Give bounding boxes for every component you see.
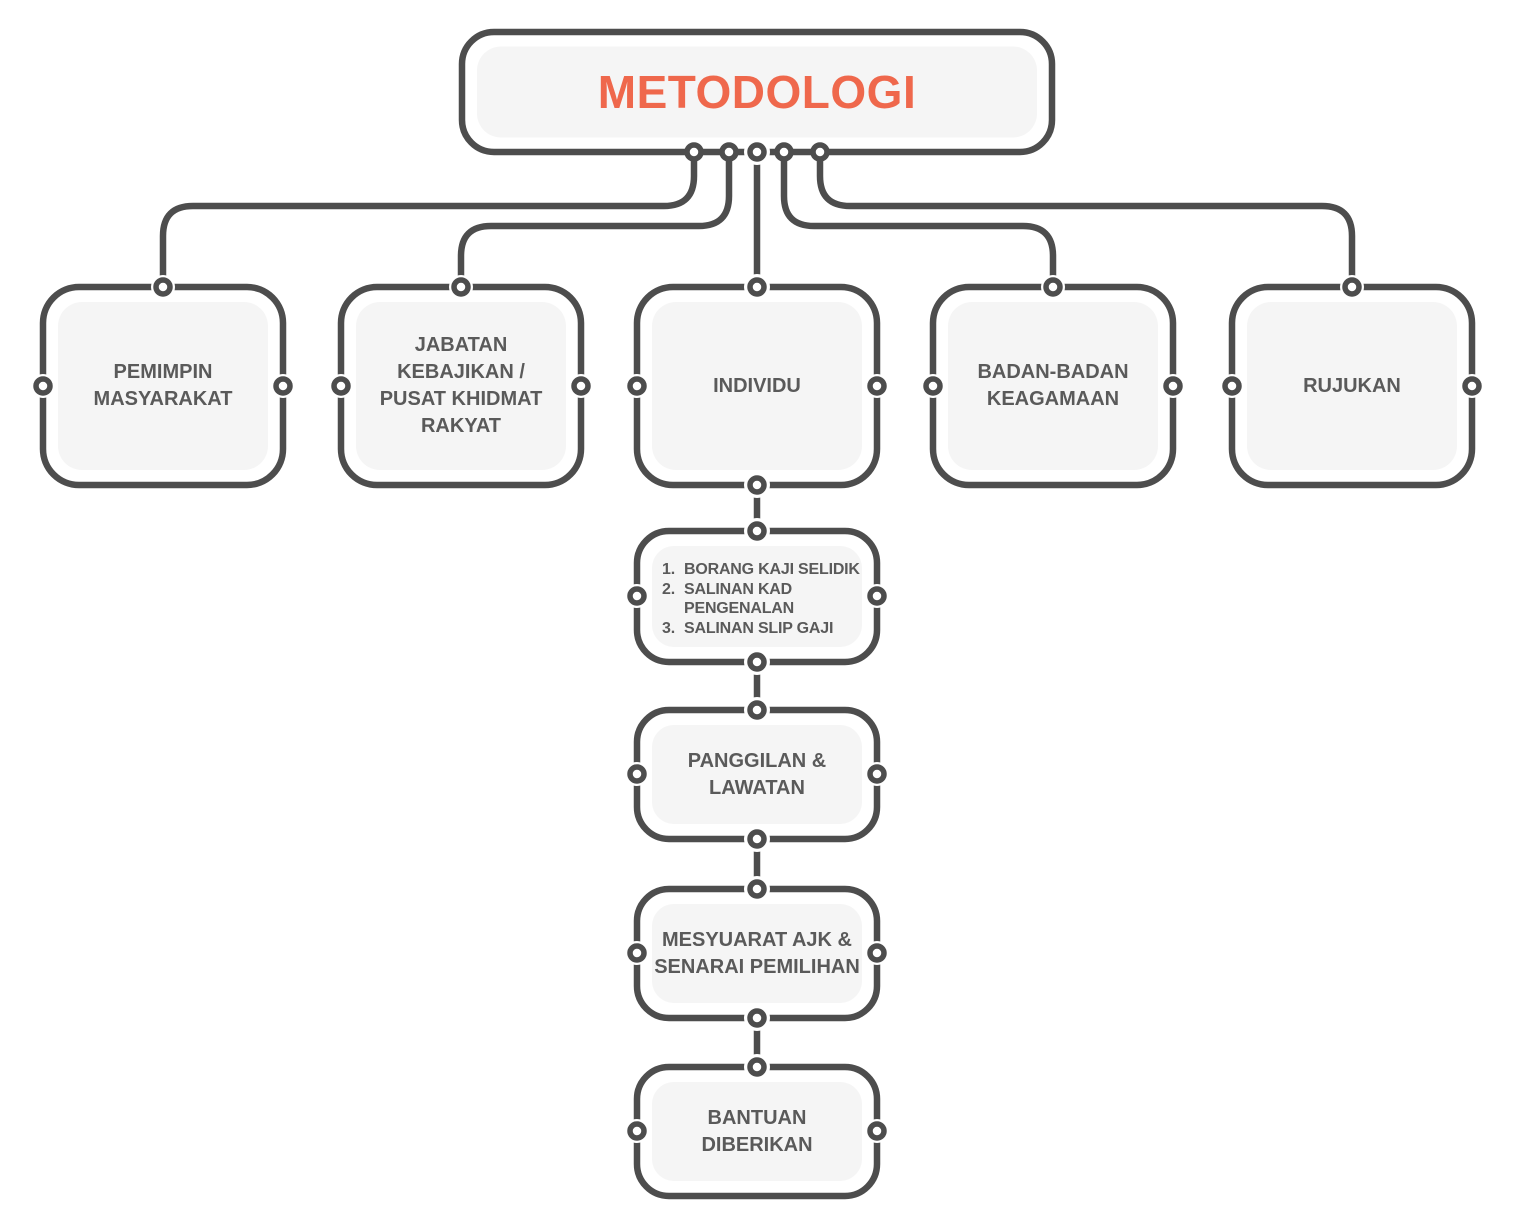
node-label-line: BADAN-BADAN [977,361,1129,383]
node-pemimpin-masyarakat[interactable] [63,302,263,470]
node-metodologi-label: METODOLOGI [597,66,917,118]
checklist-item-text: PENGENALAN [684,600,795,617]
title-port-2 [722,145,736,159]
checklist-item [662,619,862,639]
node-label-line: INDIVIDU [713,374,801,397]
node-label-line: RUJUKAN [1303,374,1401,397]
checklist-item [662,560,862,580]
node-label-line: MESYUARAT AJK & [661,928,852,951]
node-label-line: LAWATAN [709,776,805,799]
node-label-line: MASYARAKAT [93,388,233,410]
port-top-individu [744,274,770,300]
checklist-item-number: 2. [662,580,675,598]
title-port-1 [687,145,701,159]
checklist-item [662,580,862,619]
port-top-pemimpin [151,275,175,299]
node-label-line: DIBERIKAN [701,1133,813,1156]
node-label-line: PUSAT KHIDMAT [379,388,543,410]
checklist-item-number: 3. [662,619,675,637]
title-port-4 [777,145,791,159]
node-bantuan-diberikan[interactable] [657,1082,857,1181]
port-top-badan [1041,275,1065,299]
checklist-item-text: SALINAN KAD [684,580,793,598]
node-individu[interactable] [657,302,857,470]
node-label-line: BANTUAN [707,1106,807,1129]
node-label-line: SENARAI PEMILIHAN [654,955,860,978]
port-top-jabatan [449,275,473,299]
title-port-center [744,139,770,165]
node-label-line: PEMIMPIN [113,361,213,383]
node-label-line: RAKYAT [420,415,501,437]
node-dokumen-checklist[interactable] [662,560,862,638]
node-mesyuarat-ajk[interactable] [652,904,862,1003]
connector-title-to-rujukan [820,152,1352,287]
port-top-rujukan [1340,275,1364,299]
node-badan-badan-keagamaan[interactable] [953,302,1153,470]
title-port-5 [813,145,827,159]
node-label-line: KEBAJIKAN / [397,361,525,383]
checklist-item-number: 1. [662,561,675,578]
checklist-item-text: BORANG KAJI SELIDIK [684,561,860,578]
connector-title-to-pemimpin [163,152,694,287]
node-jabatan-kebajikan[interactable] [361,302,561,470]
node-label-line: KEAGAMAAN [986,388,1120,410]
node-metodologi[interactable] [462,46,1052,138]
checklist-item-text: SALINAN SLIP GAJI [684,619,834,637]
node-label-line: PANGGILAN & [687,749,827,772]
node-rujukan[interactable] [1252,302,1452,470]
node-label-line: JABATAN [414,334,508,356]
connector-title-to-badan [784,152,1053,287]
connector-title-to-jabatan [461,152,729,287]
node-panggilan-lawatan[interactable] [657,725,857,824]
